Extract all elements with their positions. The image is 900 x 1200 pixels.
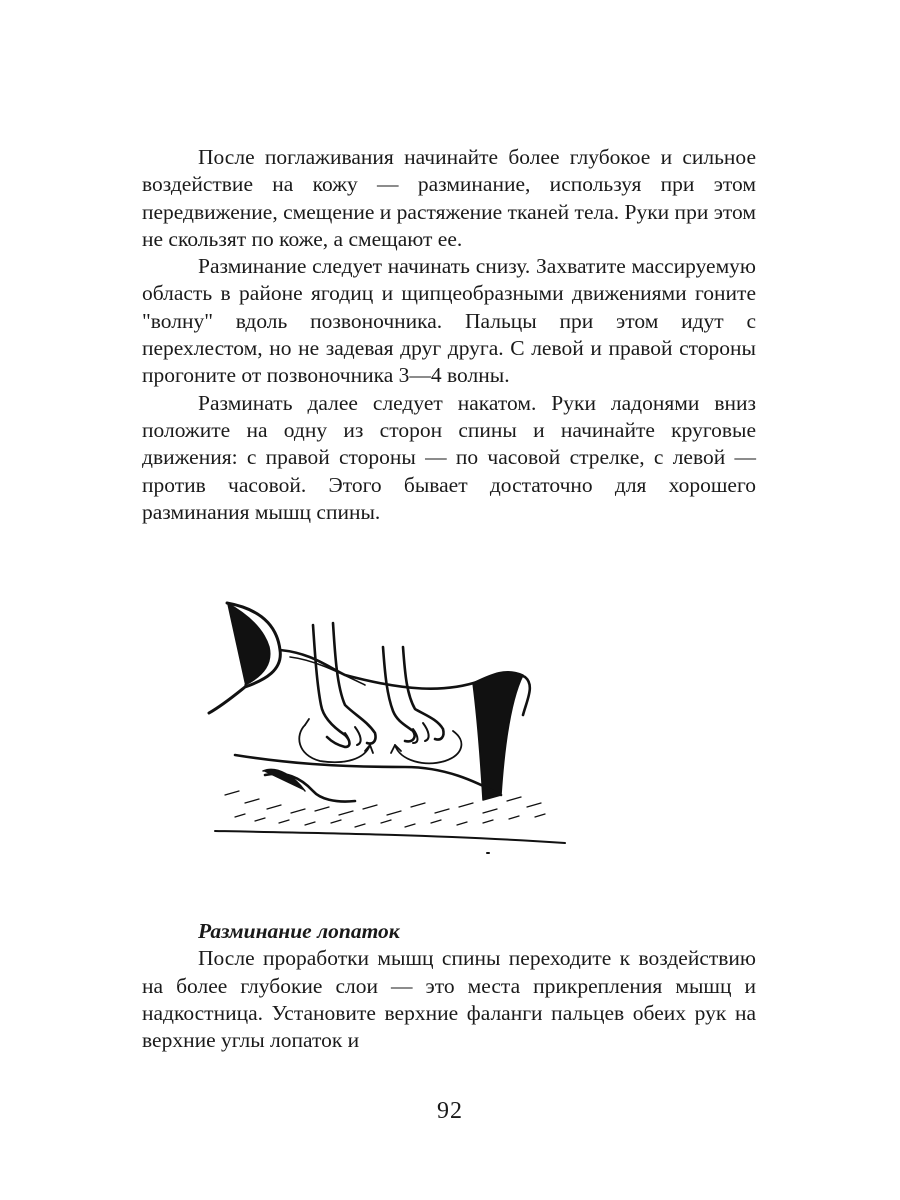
paragraph: После поглаживания начинайте более глубокое и сильное воздействие на кожу — разминание, используя при этом передвижение, смещение и растяжение тканей тела. Руки при этом не скользят по коже, а смещают ее. [142, 145, 756, 251]
text-block-bottom [142, 918, 756, 1054]
section-heading: Разминание лопаток [198, 919, 400, 943]
paragraph: После проработки мышц спины переходите к воздействию на более глубокие слои — это места прикрепления мышц и надкостница. Установите верхние фаланги пальцев обеих рук на верхние углы лопаток и [142, 946, 756, 1053]
page-number: 92 [437, 1098, 463, 1124]
paragraph: Разминать далее следует накатом. Руки ладонями вниз положите на одну из сторон спины и начинайте круговые движения: с правой стороны — по часовой стрелке, с левой — против часовой. Этого бывает достаточно для хорошего разминания мышц спины. [142, 390, 756, 524]
paragraph: Разминание следует начинать снизу. Захватите массируемую область в районе ягодиц и щипцеобразными движениями гоните "волну" вдоль позвоночника. Пальцы при этом идут с перехлестом, но не задевая друг друга. С левой и правой стороны прогоните от позвоночника 3—4 волны. [142, 254, 756, 388]
text-block-top [142, 144, 756, 526]
back-kneading-illustration [205, 595, 575, 865]
